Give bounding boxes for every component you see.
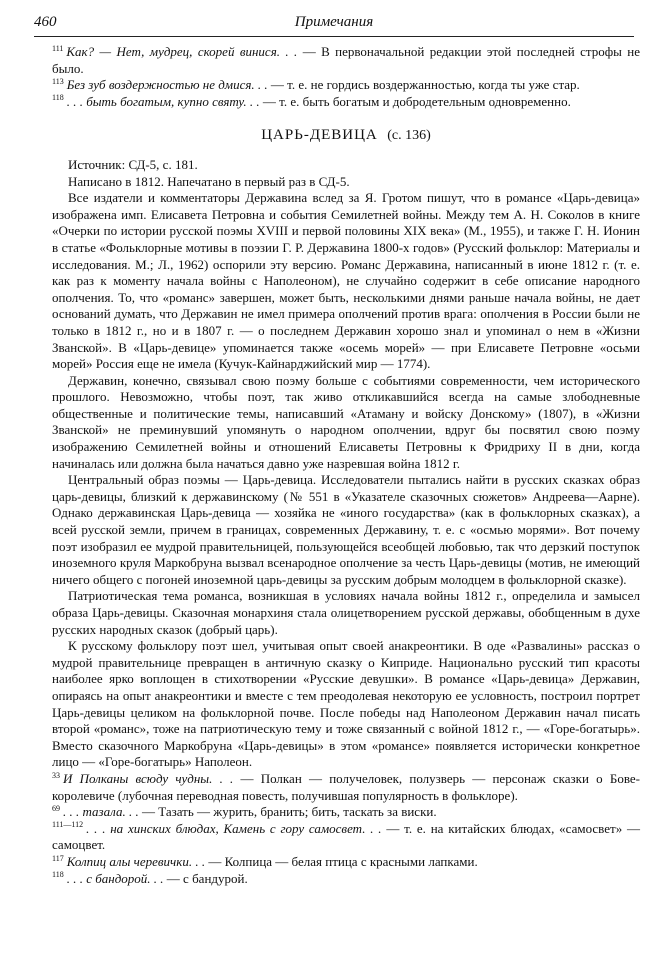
footnote [52, 804, 640, 821]
footnote-text: — т. е. не гордись воздержанностью, когда ты уже стар. [267, 77, 580, 93]
footnote-quote: Без зуб воздержностью не дмися. . . [66, 77, 268, 93]
page-content [52, 44, 640, 887]
running-title: Примечания [294, 14, 374, 30]
footnote-quote: Как? — Нет, мудрец, скорей винися. . . [66, 44, 298, 59]
footnote-quote: . . . тазала. . . [63, 804, 139, 820]
paragraph: К русскому фольклору поэт шел, учитывая опыт своей анакреонтики. В оде «Развалины» рассказ о мудрой правительнице превращен в античную сказку о Киприде. Национально русский тип красоты наиболее ярко воплощен в стихотворении «Русские девушки». В романсе «Царь-девица» Державин, опираясь на опыт анакреонтики и вместе с тем преодолевая некоторую ее условность, построил портрет Царь-девицы целиком на фольклорной почве. После победы над Наполеоном Державин начал писать второй «романс», тоже на патриотическую тему и тоже связанный с войной 1812 г., — «Горе-богатырь». Вместо сказочного Маркобруна «Царь-девицы» в этом «романсе» появляется исторически конкретное лицо — «Горе-богатырь» Наполеон. [52, 638, 640, 770]
paragraph: Все издатели и комментаторы Державина вслед за Я. Гротом пишут, что в романсе «Царь-девица» изображена имп. Елисавета Петровна и события Семилетней войны. Между тем А. Н. Соколов в книге «Очерки по истории русской поэмы XVIII и первой половины XIX века» (М., 1955), и также Г. Н. Ионин в статье «Фольклорные мотивы в поэзии Г. Р. Державина 1800-х годов» (Русский фольклор: Материалы и исследования. М.; Л., 1962) оспорили эту версию. Романс Державина, написанный в июне 1812 г. (т. е. как раз к моменту начала войны с Наполеоном), не случайно содержит в себе описание народного ополчения. То, что «романс» завершен, может быть, несколькими днями раньше начала войны, не дает оснований думать, что Державин не имел примера ополчений против врага: ополчения в России были не только в 1812 г., но и в 1807 г. — о последнем Державин хорошо знал и упоминал о нем в «Жизни Званской». В «Царь-девице» упоминается также «осемь морей» — при Елисавете Петровне «осьми морей» Россия еще не имела (Кучук-Кайнарджийский мир — 1774). [52, 190, 640, 372]
paragraph: Центральный образ поэмы — Царь-девица. Исследователи пытались найти в русских сказках образ царь-девицы, близкий к державинскому (№ 551 в «Указателе сказочных сюжетов» Андреева—Аарне). Однако державинская Царь-девица — хозяйка не «иного государства» (как в фольклорных сказках), а всей русской земли, причем в границах, современных Державину, т. е. с «осмью морями». Вот почему поэт изобразил ее мудрой правительницей, пользующейся всеобщей любовью, так что дерзкий поступок иноземного круля Маркобруна вызвал всенародное ополчение за честь Царь-девицы (мотив, не имеющий ничего общего с погоней иноземной царь-девицы за русским добрым молодцем в фольклорной сказке). [52, 472, 640, 587]
page-number: 460 [34, 14, 57, 30]
footnote-text: — т. е. быть богатым и добродетельным одновременно. [259, 93, 571, 109]
footnote [52, 44, 640, 77]
section-title [52, 127, 640, 145]
footnote [52, 821, 640, 854]
footnote [52, 94, 640, 111]
paragraph: Патриотическая тема романса, возникшая в условиях начала войны 1812 г., определила и замысел образа Царь-девицы. Сказочная монархиня стала олицетворением русской державы, обобщенным в духе русских народных сказок (добрый царь). [52, 588, 640, 637]
page-header [34, 14, 634, 34]
footnote [52, 871, 640, 888]
paragraph: Источник: СД-5, с. 181. [68, 156, 198, 172]
section-title-text: ЦАРЬ-ДЕВИЦА [261, 127, 378, 144]
footnote-text: — с бандурой. [163, 870, 248, 886]
footnote-quote: Колпиц алы черевички. . . [66, 853, 206, 869]
paragraph: Написано в 1812. Напечатано в первый раз в СД-5. [68, 173, 350, 189]
footnote-quote: . . . на хинских блюдах, Камень с гору самосвет. . . [86, 820, 382, 836]
footnote [52, 854, 640, 871]
section-page-ref: (с. 136) [387, 128, 431, 144]
header-rule [34, 36, 634, 37]
footnote-quote: . . . с бандорой. . . [66, 870, 164, 886]
footnote-text: — В первоначальной редакции этой последней строфы не было. [52, 44, 640, 76]
footnote-text: — Полкан — получеловек, полузверь — персонаж сказки о Бове-королевиче (лубочная переводная повесть, получившая популярность в фольклоре). [52, 770, 640, 803]
paragraph: Державин, конечно, связывал свою поэму больше с событиями современности, чем исторического прошлого. Невозможно, чтобы поэт, так живо откликавшийся всегда на самые злободневные общественные и политические темы, написавший «Атаману и войску Донскому» (1807), в «Жизни Званской» не преминувший упомянуть о народном ополчении, вдруг бы посвятил свою поэму изображению Семилетней войны и отношений Елисаветы Петровны к Фридриху II в дни, когда начиналась или должна была начаться давно уже назревшая война 1812 г. [52, 372, 640, 471]
footnote-number: 118 [52, 870, 64, 880]
footnote-number: 33 [52, 770, 60, 780]
footnote-quote: . . . быть богатым, купно святу. . . [66, 93, 260, 109]
footnote-number: 111 [52, 43, 64, 53]
footnote-number: 113 [52, 76, 64, 86]
footnote-text: — Колпица — белая птица с красными лапками. [205, 853, 478, 869]
footnote-number: 117 [52, 853, 64, 863]
footnote-text: — Тазать — журить, бранить; бить, таскать за виски. [138, 804, 437, 820]
footnote-number: 111—112 [52, 820, 84, 830]
footnote [52, 77, 640, 94]
footnote-number: 69 [52, 803, 60, 813]
footnote-text: — т. е. на китайских блюдах, «самосвет» — самоцвет. [52, 820, 640, 853]
footnote-number: 118 [52, 93, 64, 103]
footnote [52, 771, 640, 804]
footnote-quote: И Полканы всюду чудны. . . [63, 770, 234, 786]
